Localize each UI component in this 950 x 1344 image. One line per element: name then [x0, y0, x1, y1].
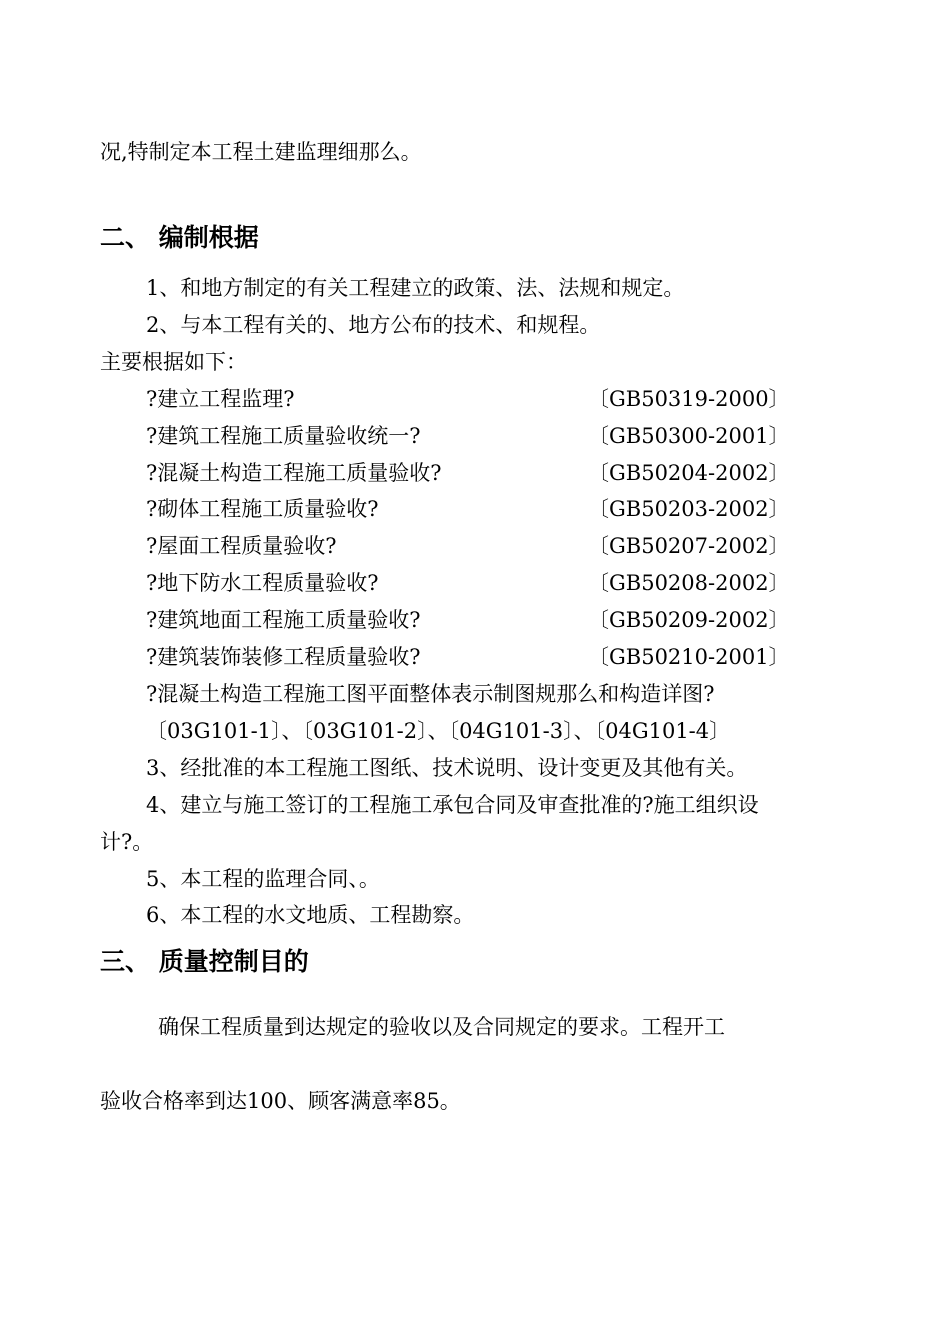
intro-continuation: 况,特制定本工程土建监理细那么。 — [100, 140, 422, 164]
basis-item-6: 6、本工程的水文地质、工程勘察。 — [146, 903, 475, 927]
standard-title: ?建筑地面工程施工质量验收? — [146, 608, 421, 632]
standard-code: 〔GB50300-2001〕 — [588, 424, 790, 448]
basis-item-2: 2、与本工程有关的、地方公布的技术、和规程。 — [146, 313, 601, 337]
basis-item-5: 5、本工程的监理合同、。 — [146, 867, 380, 891]
standard-title: ?建筑装饰装修工程质量验收? — [146, 645, 421, 669]
standard-title: ?砌体工程施工质量验收? — [146, 497, 379, 521]
standard-code: 〔GB50203-2002〕 — [588, 497, 790, 521]
standard-title: ?建筑工程施工质量验收统一? — [146, 424, 421, 448]
drawing-rules-title: ?混凝土构造工程施工图平面整体表示制图规那么和构造详图? — [146, 682, 715, 706]
basis-item-4-line2: 计?。 — [100, 830, 154, 854]
standard-code: 〔GB50204-2002〕 — [588, 461, 790, 485]
quality-target-line2: 验收合格率到达100、顾客满意率85。 — [100, 1089, 461, 1113]
section-2-heading: 二、 编制根据 — [100, 223, 259, 252]
standard-code: 〔GB50210-2001〕 — [588, 645, 790, 669]
standard-title: ?混凝土构造工程施工质量验收? — [146, 461, 442, 485]
standard-code: 〔GB50209-2002〕 — [588, 608, 790, 632]
basis-item-3: 3、经批准的本工程施工图纸、技术说明、设计变更及其他有关。 — [146, 756, 748, 780]
standard-title: ?建立工程监理? — [146, 387, 295, 411]
quality-target-line1: 确保工程质量到达规定的验收以及合同规定的要求。工程开工 — [158, 1015, 725, 1039]
standard-title: ?屋面工程质量验收? — [146, 534, 337, 558]
section-3-heading: 三、 质量控制目的 — [100, 947, 309, 976]
main-basis-label: 主要根据如下： — [100, 350, 247, 374]
drawing-rules-codes: 〔03G101-1〕、〔03G101-2〕、〔04G101-3〕、〔04G101-4〕 — [146, 719, 731, 743]
basis-item-1: 1、和地方制定的有关工程建立的政策、法、法规和规定。 — [146, 276, 685, 300]
standard-code: 〔GB50207-2002〕 — [588, 534, 790, 558]
standard-code: 〔GB50208-2002〕 — [588, 571, 790, 595]
basis-item-4-line1: 4、建立与施工签订的工程施工承包合同及审查批准的?施工组织设 — [146, 793, 759, 817]
standard-code: 〔GB50319-2000〕 — [588, 387, 790, 411]
standard-title: ?地下防水工程质量验收? — [146, 571, 379, 595]
